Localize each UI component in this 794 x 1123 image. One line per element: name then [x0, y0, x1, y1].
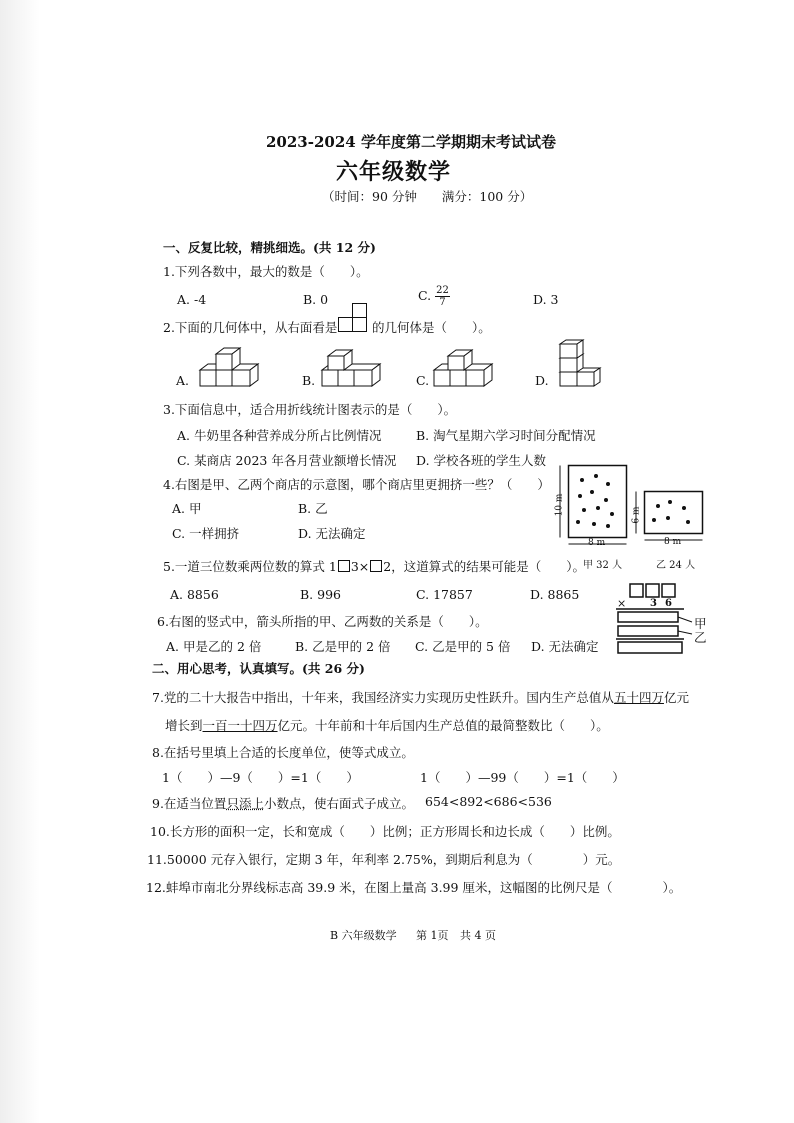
q5-stem	[163, 557, 585, 575]
q8-equation-2[interactable]: 1（ ）—99（ ）=1（ ）	[420, 770, 625, 785]
q9-stem	[152, 794, 414, 812]
q5-option-b[interactable]: B. 996	[300, 587, 341, 602]
q2-right-view-figure	[338, 314, 368, 332]
q6-label-jia: 甲	[694, 616, 707, 631]
footer-subject: B 六年级数学	[330, 929, 397, 942]
q3-option-d[interactable]: D. 学校各班的学生人数	[416, 453, 547, 468]
q3-option-b[interactable]: B. 淘气星期六学习时间分配情况	[416, 428, 596, 443]
q1-fraction	[435, 285, 450, 308]
scan-edge	[0, 0, 40, 1123]
section-two-heading: 二、用心思考，认真填写。(共 26 分)	[152, 661, 365, 676]
q4-option-a[interactable]: A. 甲	[172, 501, 202, 516]
q12-stem: 12.蚌埠市南北分界线标志高 39.9 米，在图上量高 3.99 厘米，这幅图的比例尺是（ ）。	[146, 880, 682, 895]
q6-option-c[interactable]: C. 乙是甲的 5 倍	[415, 639, 511, 654]
q6-option-d[interactable]: D. 无法确定	[531, 639, 599, 654]
q7-line2-pre: 增长到	[165, 718, 203, 733]
q2-option-d[interactable]: D.	[535, 373, 549, 388]
q4-jia-bottom-label: 8 m	[588, 538, 606, 548]
q6-times-sign: ×	[617, 597, 627, 610]
q9-stem-pre: 9.在适当位置	[152, 796, 227, 811]
q2-option-c[interactable]: C.	[416, 373, 430, 388]
q2-option-b[interactable]: B.	[302, 373, 316, 388]
q6-option-b[interactable]: B. 乙是甲的 2 倍	[295, 639, 391, 654]
section-one-heading: 一、反复比较，精挑细选。(共 12 分)	[163, 240, 376, 255]
q7-line2	[165, 716, 609, 734]
fraction-denominator: 7	[439, 297, 446, 308]
q1-option-b[interactable]: B. 0	[303, 292, 329, 307]
exam-info: （时间：90 分钟 满分：100 分）	[322, 189, 533, 204]
q7-line1	[152, 688, 689, 706]
q5-option-a[interactable]: A. 8856	[170, 587, 219, 602]
q9-stem-post: 小数点，使右面式子成立。	[263, 796, 414, 811]
q9-expression: 654<892<686<536	[425, 794, 552, 809]
q4-jia-side-label: 10 m	[554, 493, 565, 517]
q5-stem-mid: 3×	[350, 559, 370, 574]
q2-option-b-figure	[318, 350, 388, 390]
q2-option-d-figure	[556, 344, 606, 390]
footer-page-number: 第 1页	[416, 929, 449, 942]
q4-jia-caption: 甲 32 人	[583, 560, 623, 571]
q4-yi-side-label: 6 m	[631, 506, 642, 524]
q4-yi-bottom-label: 8 m	[664, 537, 682, 547]
q6-digit-3: 3	[650, 598, 657, 609]
q7-underlined-value-2: 一百一十四万	[202, 718, 278, 733]
q7-line1-text: 7.党的二十大报告中指出，十年来，我国经济实力实现历史性跃升。国内生产总值从	[152, 690, 614, 705]
q2-option-a-figure	[196, 350, 266, 390]
q5-option-c[interactable]: C. 17857	[416, 587, 473, 602]
blank-box	[338, 560, 350, 572]
blank-box	[370, 560, 382, 572]
q3-stem: 3.下面信息中，适合用折线统计图表示的是（ ）。	[163, 402, 457, 417]
q6-option-a[interactable]: A. 甲是乙的 2 倍	[166, 639, 262, 654]
exam-subject: 六年级数学	[336, 159, 452, 185]
fraction-numerator: 22	[436, 285, 449, 296]
q2-option-c-figure	[430, 350, 500, 390]
q2-stem-pre: 2.下面的几何体中，从右面看是	[163, 320, 338, 335]
q3-option-c[interactable]: C. 某商店 2023 年各月营业额增长情况	[177, 453, 397, 468]
q11-stem: 11.50000 元存入银行，定期 3 年，年利率 2.75%，到期后利息为（ ）元。	[147, 852, 621, 867]
q5-option-d[interactable]: D. 8865	[530, 587, 580, 602]
q6-label-yi: 乙	[694, 630, 707, 645]
q2-option-a[interactable]: A.	[176, 373, 190, 388]
footer-page-total: 共 4 页	[460, 929, 496, 942]
q5-stem-pre: 5.一道三位数乘两位数的算式 1	[163, 559, 337, 574]
q7-line1-unit: 亿元	[663, 690, 689, 705]
q4-option-d[interactable]: D. 无法确定	[298, 526, 366, 541]
q4-option-b[interactable]: B. 乙	[298, 501, 328, 516]
q4-yi-caption: 乙 24 人	[656, 560, 696, 571]
q2-stem-post: 的几何体是（ ）。	[372, 320, 491, 335]
q10-stem: 10.长方形的面积一定，长和宽成（ ）比例；正方形周长和边长成（ ）比例。	[150, 824, 620, 839]
q5-stem-post: 2，这道算式的结果可能是（ ）。	[383, 559, 586, 574]
q7-underlined-value: 五十四万	[613, 690, 664, 705]
q1-option-c-label: C.	[418, 288, 432, 303]
q8-equation-1[interactable]: 1（ ）—9（ ）=1（ ）	[162, 770, 359, 785]
q6-stem: 6.右图的竖式中，箭头所指的甲、乙两数的关系是（ ）。	[157, 614, 488, 629]
q1-stem: 1.下列各数中，最大的数是（ ）。	[163, 264, 369, 279]
q4-option-c[interactable]: C. 一样拥挤	[172, 526, 240, 541]
q1-option-a[interactable]: A. -4	[177, 292, 207, 307]
q3-option-a[interactable]: A. 牛奶里各种营养成分所占比例情况	[177, 428, 382, 443]
q9-emphasis: 只添上	[226, 796, 264, 811]
exam-title: 2023-2024 学年度第二学期期末考试试卷	[266, 133, 556, 151]
q7-line2-post: 亿元。十年前和十年后国内生产总值的最简整数比（ ）。	[277, 718, 609, 733]
q1-option-d[interactable]: D. 3	[533, 292, 559, 307]
q6-digit-6: 6	[665, 598, 672, 609]
q1-option-c[interactable]	[418, 285, 450, 308]
q4-stem: 4.右图是甲、乙两个商店的示意图，哪个商店里更拥挤一些？（ ）	[163, 477, 550, 492]
q8-stem: 8.在括号里填上合适的长度单位，使等式成立。	[152, 745, 414, 760]
